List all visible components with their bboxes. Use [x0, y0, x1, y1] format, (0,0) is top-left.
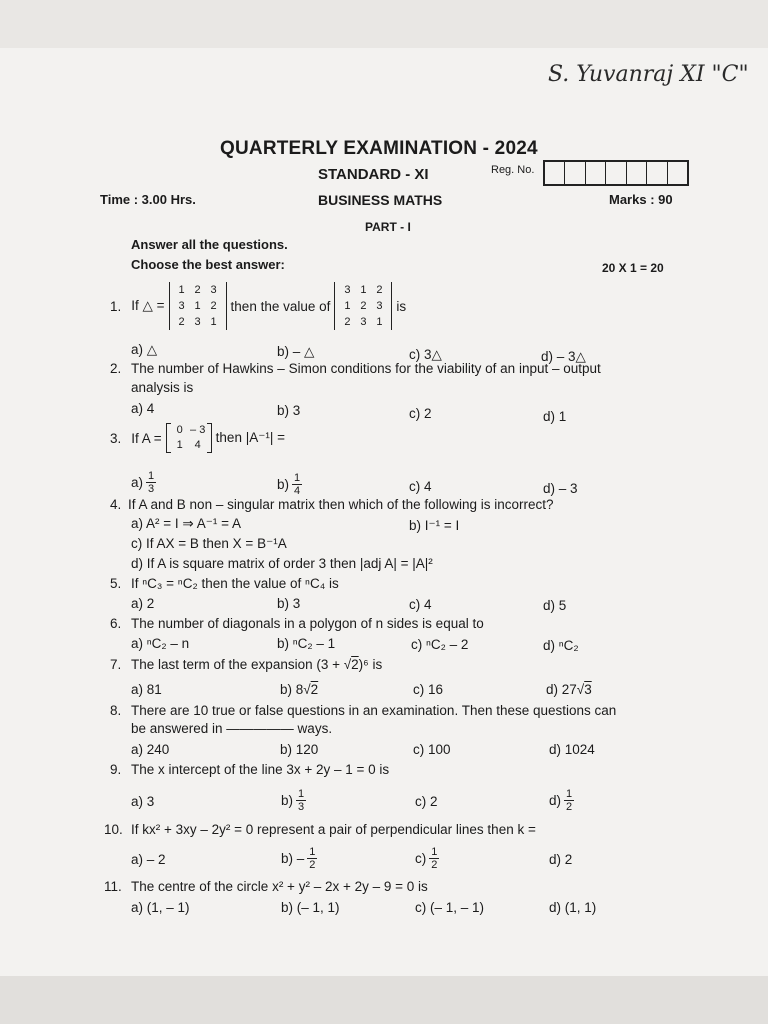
marks-label: Marks : 90	[609, 192, 673, 207]
option-a: a) $\frac{1}{3}$	[131, 470, 155, 495]
page-bottom-margin	[0, 976, 768, 1024]
question-text: then |A⁻¹| =	[215, 430, 285, 445]
option-b: b) – $\frac{1}{2}$	[281, 846, 316, 871]
option-a: a) ⁿC₂ – n	[131, 636, 190, 651]
standard-label: STANDARD - XI	[318, 166, 429, 183]
question-11-text: The centre of the circle x² + y² – 2x + 2y – 9 = 0 is	[131, 879, 428, 894]
option-b: b) 120	[280, 742, 319, 757]
question-text: If △ =	[131, 298, 165, 313]
option-c: c) 2	[409, 406, 432, 421]
option-d: d) ⁿC₂	[543, 638, 579, 653]
option-a: a) 81	[131, 682, 162, 697]
question-6-text: The number of diagonals in a polygon of n sides is equal to	[131, 616, 484, 631]
option-d: d) 1	[543, 409, 567, 424]
handwritten-signature: S. Yuvanraj XI "C"	[548, 62, 749, 87]
question-7-number: 7.	[110, 657, 122, 672]
question-number: 1.	[110, 298, 122, 314]
option-a: a) (1, – 1)	[131, 900, 190, 915]
option-a: a) 2	[131, 596, 155, 611]
instruction-answer-all: Answer all the questions.	[131, 237, 288, 252]
question-5-text: If ⁿC₃ = ⁿC₂ then the value of ⁿC₄ is	[131, 576, 339, 591]
question-9-number: 9.	[110, 762, 122, 777]
question-4-text: If A and B non – singular matrix then which of the following is incorrect?	[128, 497, 554, 512]
reg-no-boxes	[543, 160, 689, 186]
option-c: c) 4	[409, 597, 432, 612]
question-2-number: 2.	[110, 361, 122, 376]
option-a: a) 240	[131, 742, 170, 757]
question-2-text: The number of Hawkins – Simon conditions for the viability of an input – output	[131, 361, 601, 376]
question-number: 3.	[110, 430, 122, 446]
part-label: PART - I	[365, 220, 411, 234]
exam-title: QUARTERLY EXAMINATION - 2024	[220, 138, 538, 159]
reg-no-label: Reg. No.	[491, 164, 535, 176]
option-a: a) 3	[131, 794, 155, 809]
option-d: d) – 3△	[541, 349, 586, 364]
question-2-text-cont: analysis is	[131, 380, 194, 395]
question-text: If A =	[131, 430, 162, 446]
option-b: b) I⁻¹ = I	[409, 518, 460, 533]
question-5-number: 5.	[110, 576, 122, 591]
option-c: c) If AX = B then X = B⁻¹A	[131, 536, 287, 551]
option-d: d) – 3	[543, 481, 578, 496]
instruction-choose-best: Choose the best answer:	[131, 257, 285, 272]
determinant-1: 1 2 3 3 1 2 2 3 1	[169, 282, 227, 330]
matrix-a: 0 – 3 1 4	[166, 423, 212, 453]
option-c: c) 3△	[409, 347, 442, 362]
determinant-2: 3 1 2 1 2 3 2 3 1	[334, 282, 392, 330]
option-b: b) $\frac{1}{3}$	[281, 788, 305, 813]
option-b: b) – △	[277, 344, 315, 359]
option-a: a) – 2	[131, 852, 166, 867]
question-8-number: 8.	[110, 703, 122, 718]
option-a: a) △	[131, 342, 158, 357]
option-b: b) 8√2	[280, 682, 319, 697]
question-4-number: 4.	[110, 497, 122, 512]
option-a: a) 4	[131, 401, 155, 416]
question-11-number: 11.	[104, 879, 122, 894]
option-b: b) 3	[277, 596, 301, 611]
option-d: d) $\frac{1}{2}$	[549, 788, 573, 813]
option-c: c) 16	[413, 682, 444, 697]
question-8-text-cont: be answered in ————— ways.	[131, 721, 333, 736]
option-c: c) 4	[409, 479, 432, 494]
option-c: c) (– 1, – 1)	[415, 900, 485, 915]
option-b: b) ⁿC₂ – 1	[277, 636, 336, 651]
subject-label: BUSINESS MATHS	[318, 192, 443, 208]
option-c: c) 100	[413, 742, 451, 757]
marks-scheme: 20 X 1 = 20	[602, 261, 664, 275]
option-d: d) (1, 1)	[549, 900, 597, 915]
question-8-text: There are 10 true or false questions in an examination. Then these questions can	[131, 703, 617, 718]
question-10-text: If kx² + 3xy – 2y² = 0 represent a pair of perpendicular lines then k =	[131, 822, 536, 837]
time-label: Time : 3.00 Hrs.	[100, 192, 196, 207]
option-d: d) 1024	[549, 742, 595, 757]
question-3	[110, 423, 285, 453]
option-d: d) 2	[549, 852, 573, 867]
option-c: c) $\frac{1}{2}$	[415, 846, 438, 871]
question-text: is	[396, 298, 407, 314]
option-c: c) 2	[415, 794, 438, 809]
option-b: b) (– 1, 1)	[281, 900, 340, 915]
option-c: c) ⁿC₂ – 2	[411, 637, 469, 652]
option-d: d) 27√3	[546, 682, 592, 697]
question-10-number: 10.	[104, 822, 123, 837]
option-b: b) 3	[277, 403, 301, 418]
question-1	[110, 282, 406, 330]
option-d: d) If A is square matrix of order 3 then |adj A| = |A|²	[131, 556, 433, 571]
question-9-text: The x intercept of the line 3x + 2y – 1 = 0 is	[131, 762, 390, 777]
option-a: a) A² = I ⇒ A⁻¹ = A	[131, 516, 241, 531]
option-d: d) 5	[543, 598, 567, 613]
option-b: b) $\frac{1}{4}$	[277, 472, 301, 497]
question-text: then the value of	[230, 298, 331, 314]
question-7-text: The last term of the expansion (3 + √2)⁶ is	[131, 657, 383, 672]
question-6-number: 6.	[110, 616, 122, 631]
